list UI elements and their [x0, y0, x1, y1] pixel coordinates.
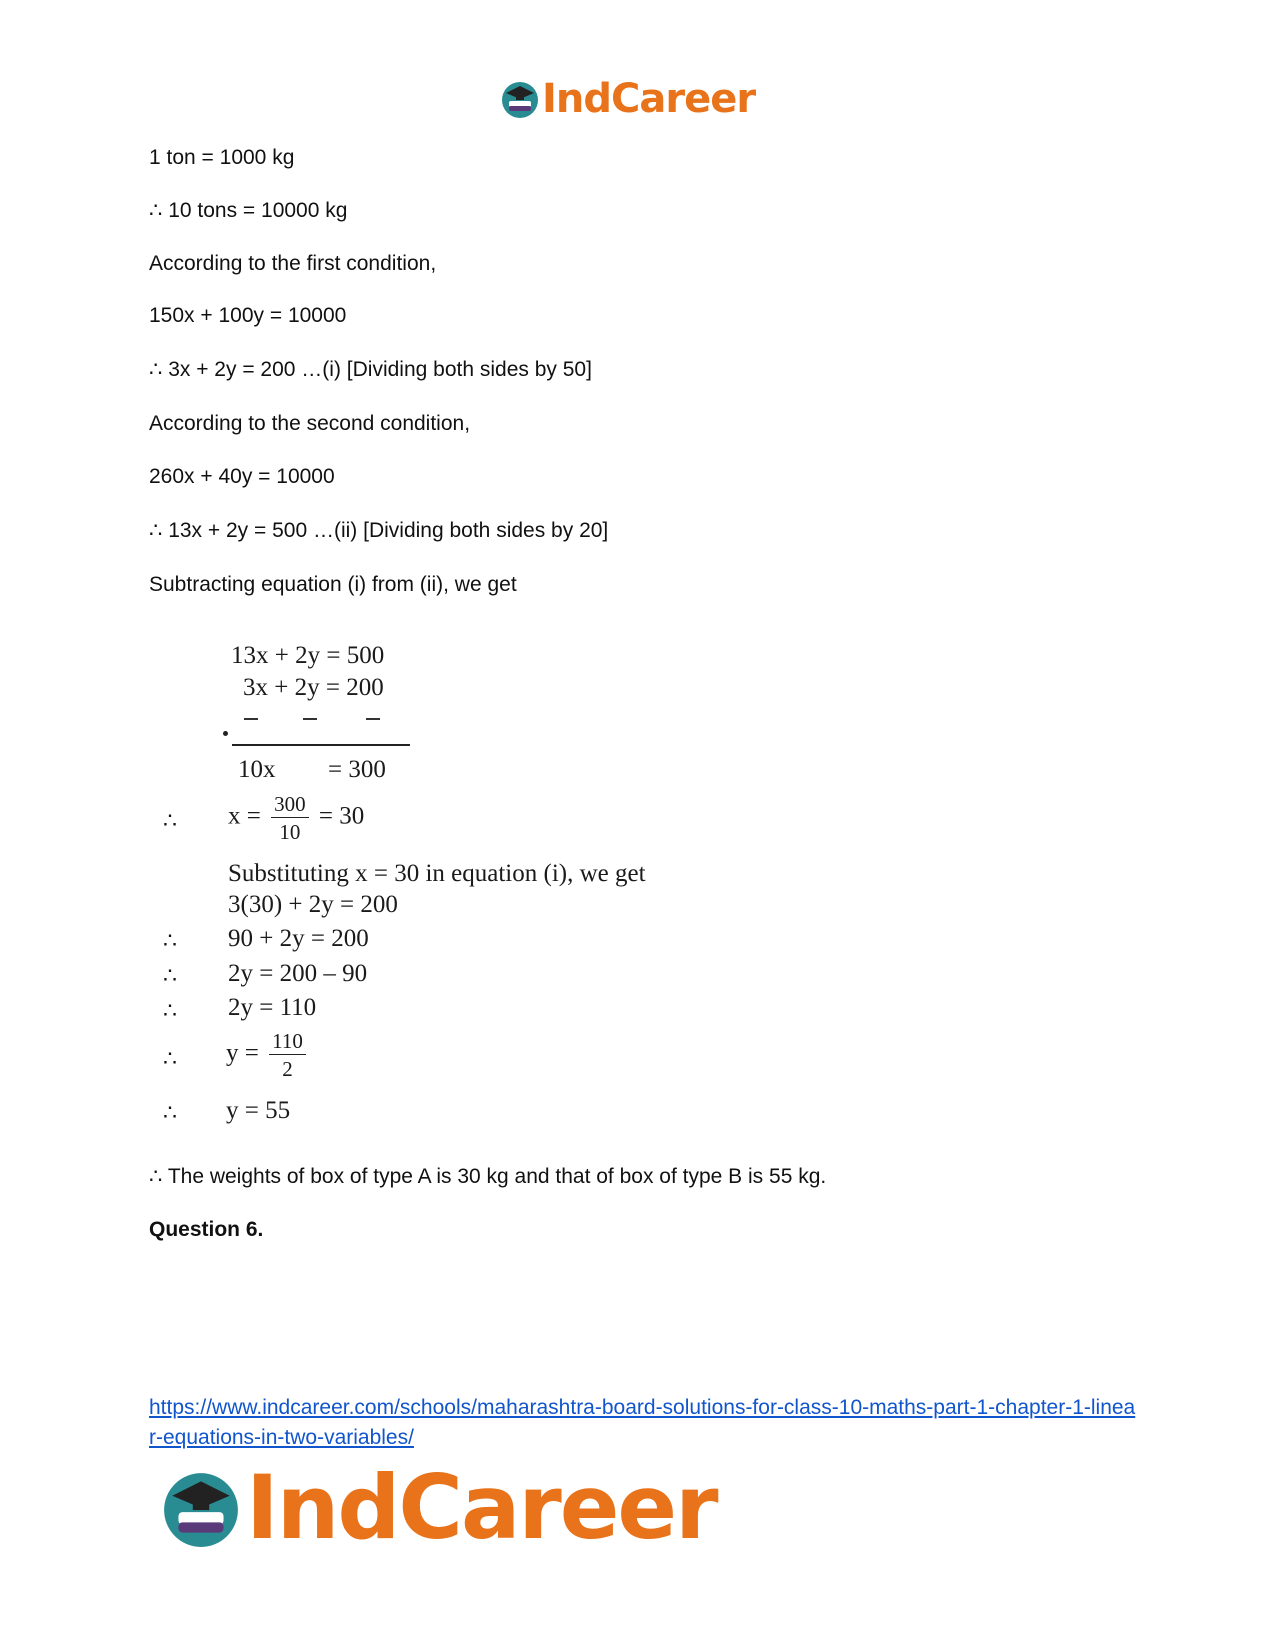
math-eq2: 3x + 2y = 200 [243, 674, 384, 701]
therefore-symbol: ∴ [163, 1046, 177, 1071]
math-result: 10x [238, 756, 276, 783]
text-line: ∴ 10 tons = 10000 kg [149, 199, 348, 222]
decoration-dot [223, 731, 228, 736]
text-line: 1 ton = 1000 kg [149, 146, 295, 169]
header-logo [500, 76, 755, 122]
math-y-solution [226, 1030, 310, 1080]
fraction-numerator: 110 [269, 1030, 306, 1055]
text-line: Subtracting equation (i) from (ii), we get [149, 573, 517, 596]
fraction-numerator: 300 [271, 793, 309, 818]
question-heading: Question 6. [149, 1218, 264, 1241]
graduation-book-icon [500, 79, 540, 119]
text-line: According to the second condition, [149, 412, 471, 435]
logo-wordmark: IndCareer [542, 76, 756, 122]
text-line: According to the first condition, [149, 252, 437, 275]
math-y-lhs: y = [226, 1039, 259, 1067]
text-line: 260x + 40y = 10000 [149, 465, 335, 488]
therefore-symbol: ∴ [163, 1100, 177, 1125]
text-line: 150x + 100y = 10000 [149, 304, 347, 327]
math-x-lhs: x = [228, 802, 261, 830]
minus-sign [244, 718, 258, 720]
logo-wordmark: IndCareer [246, 1456, 717, 1559]
conclusion-text: ∴ The weights of box of type A is 30 kg and that of box of type B is 55 kg. [149, 1165, 827, 1188]
math-x-rhs: = 30 [318, 802, 365, 830]
math-step: 3(30) + 2y = 200 [228, 891, 398, 918]
minus-sign [303, 718, 317, 720]
math-x-solution [228, 793, 364, 843]
math-step: 2y = 200 – 90 [228, 960, 368, 987]
text-line: ∴ 3x + 2y = 200 …(i) [Dividing both sides by 50] [149, 358, 592, 381]
math-step: 2y = 110 [228, 994, 317, 1021]
text-line: ∴ 13x + 2y = 500 …(ii) [Dividing both sides by 20] [149, 519, 609, 542]
fraction-denominator: 2 [282, 1057, 293, 1081]
subtraction-rule [232, 744, 410, 746]
math-substitute-text: Substituting x = 30 in equation (i), we get [228, 860, 646, 887]
math-y-final: y = 55 [226, 1097, 291, 1124]
minus-sign [366, 718, 380, 720]
therefore-symbol: ∴ [163, 998, 177, 1023]
fraction [271, 793, 309, 843]
therefore-symbol: ∴ [163, 928, 177, 953]
fraction-denominator: 10 [279, 820, 301, 844]
math-step: 90 + 2y = 200 [228, 925, 369, 952]
footer-logo [160, 1456, 717, 1559]
source-link[interactable]: https://www.indcareer.com/schools/maharashtra-board-solutions-for-class-10-maths-part-1-chapter-1-linear-equations-in-two-variables/ [149, 1396, 1136, 1449]
graduation-book-icon [160, 1467, 242, 1549]
math-result-rhs: = 300 [328, 756, 386, 783]
therefore-symbol: ∴ [163, 963, 177, 988]
fraction [269, 1030, 306, 1080]
therefore-symbol: ∴ [163, 808, 177, 833]
math-eq1: 13x + 2y = 500 [231, 642, 385, 669]
